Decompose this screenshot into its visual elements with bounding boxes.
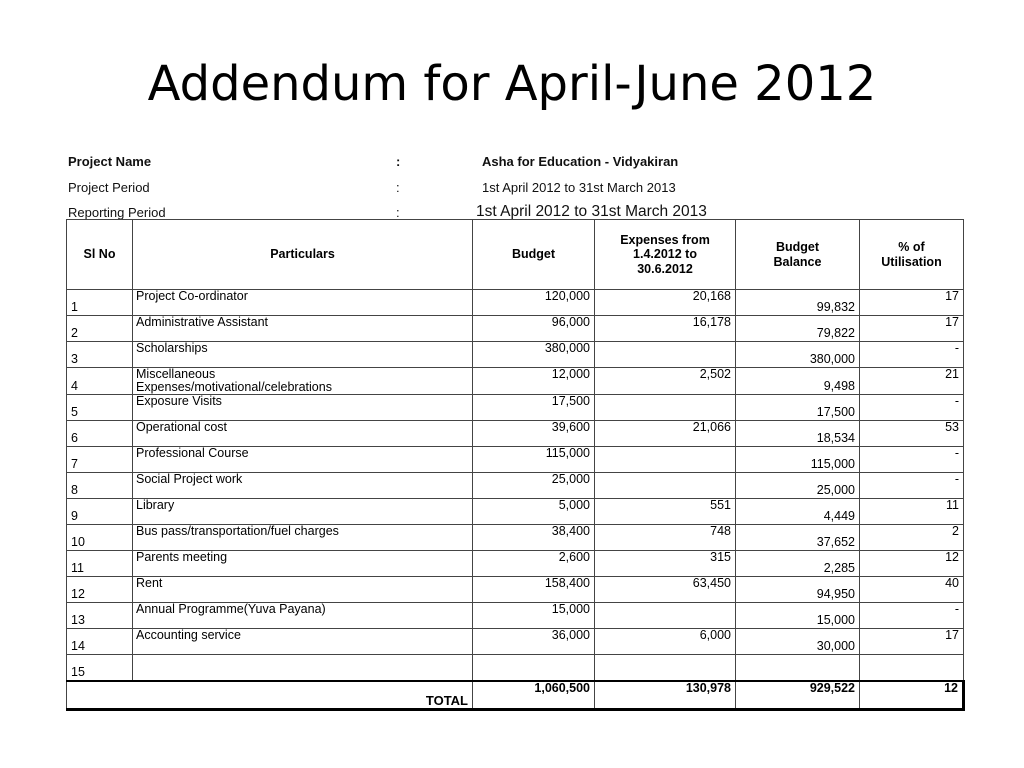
cell-balance: 37,652 <box>736 525 860 551</box>
cell-balance: 94,950 <box>736 577 860 603</box>
cell-budget: 158,400 <box>473 577 595 603</box>
cell-utilisation: - <box>860 473 964 499</box>
cell-expenses <box>595 395 736 421</box>
cell-budget: 38,400 <box>473 525 595 551</box>
table-row <box>67 342 964 368</box>
table-row <box>67 421 964 447</box>
cell-slno: 4 <box>67 368 133 395</box>
cell-expenses: 315 <box>595 551 736 577</box>
cell-expenses: 63,450 <box>595 577 736 603</box>
cell-utilisation: - <box>860 447 964 473</box>
project-name-label: Project Name <box>68 154 152 169</box>
particulars-line: Library <box>136 498 175 513</box>
total-budget: 1,060,500 <box>473 681 595 710</box>
cell-expenses: 16,178 <box>595 316 736 342</box>
cell-expenses <box>595 447 736 473</box>
cell-utilisation: - <box>860 603 964 629</box>
colon: : <box>396 154 401 169</box>
cell-balance: 17,500 <box>736 395 860 421</box>
cell-balance <box>736 655 860 681</box>
cell-particulars <box>133 368 473 395</box>
particulars-line: Administrative Assistant <box>136 315 268 329</box>
cell-budget: 380,000 <box>473 342 595 368</box>
slide-title: Addendum for April-June 2012 <box>147 56 877 112</box>
cell-balance: 2,285 <box>736 551 860 577</box>
cell-expenses: 2,502 <box>595 368 736 395</box>
project-period-value: 1st April 2012 to 31st March 2013 <box>482 180 676 195</box>
particulars-line: Scholarships <box>136 341 208 355</box>
header-util-line1: % of <box>898 240 925 255</box>
cell-particulars <box>133 290 473 316</box>
header-slno: Sl No <box>67 220 133 290</box>
cell-utilisation: 40 <box>860 577 964 603</box>
cell-utilisation: - <box>860 395 964 421</box>
cell-budget: 15,000 <box>473 603 595 629</box>
cell-utilisation: - <box>860 342 964 368</box>
table-row <box>67 655 964 681</box>
cell-utilisation: 11 <box>860 499 964 525</box>
cell-utilisation: 17 <box>860 629 964 655</box>
total-balance: 929,522 <box>736 681 860 710</box>
cell-slno: 1 <box>67 290 133 316</box>
cell-budget: 120,000 <box>473 290 595 316</box>
table-body <box>67 290 964 681</box>
header-expenses-line2: 1.4.2012 to <box>633 247 697 262</box>
cell-utilisation: 17 <box>860 290 964 316</box>
cell-expenses <box>595 473 736 499</box>
cell-particulars <box>133 316 473 342</box>
cell-budget: 36,000 <box>473 629 595 655</box>
header-balance-line2: Balance <box>773 254 822 269</box>
header-util-line2: Utilisation <box>881 254 942 269</box>
table-row <box>67 368 964 395</box>
cell-budget: 115,000 <box>473 447 595 473</box>
cell-balance: 9,498 <box>736 368 860 395</box>
cell-particulars <box>133 655 473 681</box>
header-balance-line1: Budget <box>775 240 820 255</box>
particulars-line: Project Co-ordinator <box>136 289 248 303</box>
header-expenses-line1: Expenses from <box>620 232 710 247</box>
cell-utilisation: 2 <box>860 525 964 551</box>
total-row <box>67 681 964 710</box>
particulars-line: Professional Course <box>136 446 249 461</box>
reporting-period-label: Reporting Period <box>68 205 166 220</box>
header-expenses-line3: 30.6.2012 <box>637 261 693 276</box>
particulars-line: Social Project work <box>136 472 243 487</box>
cell-slno: 6 <box>67 421 133 447</box>
cell-balance: 4,449 <box>736 499 860 525</box>
header-balance <box>736 220 860 290</box>
header-particulars: Particulars <box>133 220 473 290</box>
cell-particulars <box>133 421 473 447</box>
cell-balance: 15,000 <box>736 603 860 629</box>
table-row <box>67 499 964 525</box>
table-header-row <box>67 220 964 290</box>
cell-balance: 79,822 <box>736 316 860 342</box>
cell-expenses: 21,066 <box>595 421 736 447</box>
cell-slno: 8 <box>67 473 133 499</box>
cell-budget: 5,000 <box>473 499 595 525</box>
table-row <box>67 395 964 421</box>
header-utilisation <box>860 220 964 290</box>
cell-particulars <box>133 473 473 499</box>
particulars-line: Operational cost <box>136 420 228 435</box>
cell-slno: 10 <box>67 525 133 551</box>
cell-slno: 12 <box>67 577 133 603</box>
cell-particulars <box>133 525 473 551</box>
table-row <box>67 577 964 603</box>
cell-budget: 39,600 <box>473 421 595 447</box>
table-row <box>67 629 964 655</box>
particulars-line: Parents meeting <box>136 550 228 565</box>
cell-budget: 12,000 <box>473 368 595 395</box>
cell-budget: 96,000 <box>473 316 595 342</box>
total-expenses: 130,978 <box>595 681 736 710</box>
colon: : <box>396 205 400 220</box>
particulars-line: Annual Programme(Yuva Payana) <box>136 602 326 617</box>
cell-slno: 5 <box>67 395 133 421</box>
cell-slno: 14 <box>67 629 133 655</box>
cell-particulars <box>133 447 473 473</box>
particulars-line: Miscellaneous <box>136 367 216 381</box>
cell-balance: 115,000 <box>736 447 860 473</box>
total-utilisation: 12 <box>860 681 964 710</box>
particulars-line: Rent <box>136 576 163 591</box>
cell-balance: 18,534 <box>736 421 860 447</box>
cell-balance: 99,832 <box>736 290 860 316</box>
cell-budget: 25,000 <box>473 473 595 499</box>
table-row <box>67 551 964 577</box>
cell-slno: 15 <box>67 655 133 681</box>
budget-table <box>66 219 965 711</box>
table-row <box>67 473 964 499</box>
cell-slno: 13 <box>67 603 133 629</box>
project-period-label: Project Period <box>68 180 150 195</box>
cell-particulars <box>133 342 473 368</box>
reporting-period-value: 1st April 2012 to 31st March 2013 <box>476 203 707 220</box>
cell-utilisation: 53 <box>860 421 964 447</box>
table-row <box>67 290 964 316</box>
header-expenses <box>595 220 736 290</box>
particulars-line: Exposure Visits <box>136 394 222 409</box>
cell-expenses <box>595 342 736 368</box>
table-row <box>67 525 964 551</box>
particulars-line: Accounting service <box>136 628 241 643</box>
cell-utilisation: 21 <box>860 368 964 395</box>
cell-utilisation: 17 <box>860 316 964 342</box>
header-budget: Budget <box>473 220 595 290</box>
cell-slno: 11 <box>67 551 133 577</box>
cell-expenses: 748 <box>595 525 736 551</box>
cell-utilisation: 12 <box>860 551 964 577</box>
cell-expenses <box>595 603 736 629</box>
project-name-value: Asha for Education - Vidyakiran <box>482 154 679 169</box>
cell-particulars <box>133 629 473 655</box>
colon: : <box>396 180 400 195</box>
cell-budget: 2,600 <box>473 551 595 577</box>
cell-budget <box>473 655 595 681</box>
cell-particulars <box>133 603 473 629</box>
table-row <box>67 447 964 473</box>
cell-balance: 380,000 <box>736 342 860 368</box>
table-row <box>67 316 964 342</box>
cell-budget: 17,500 <box>473 395 595 421</box>
cell-utilisation <box>860 655 964 681</box>
cell-particulars <box>133 577 473 603</box>
cell-slno: 7 <box>67 447 133 473</box>
cell-slno: 9 <box>67 499 133 525</box>
total-label: TOTAL <box>67 681 473 710</box>
cell-slno: 2 <box>67 316 133 342</box>
cell-expenses: 551 <box>595 499 736 525</box>
cell-balance: 30,000 <box>736 629 860 655</box>
cell-expenses <box>595 655 736 681</box>
cell-particulars <box>133 395 473 421</box>
particulars-line: Bus pass/transportation/fuel charges <box>136 524 339 539</box>
cell-particulars <box>133 499 473 525</box>
cell-particulars <box>133 551 473 577</box>
cell-expenses: 6,000 <box>595 629 736 655</box>
table-row <box>67 603 964 629</box>
cell-balance: 25,000 <box>736 473 860 499</box>
particulars-line: Expenses/motivational/celebrations <box>136 380 332 395</box>
cell-slno: 3 <box>67 342 133 368</box>
cell-expenses: 20,168 <box>595 290 736 316</box>
